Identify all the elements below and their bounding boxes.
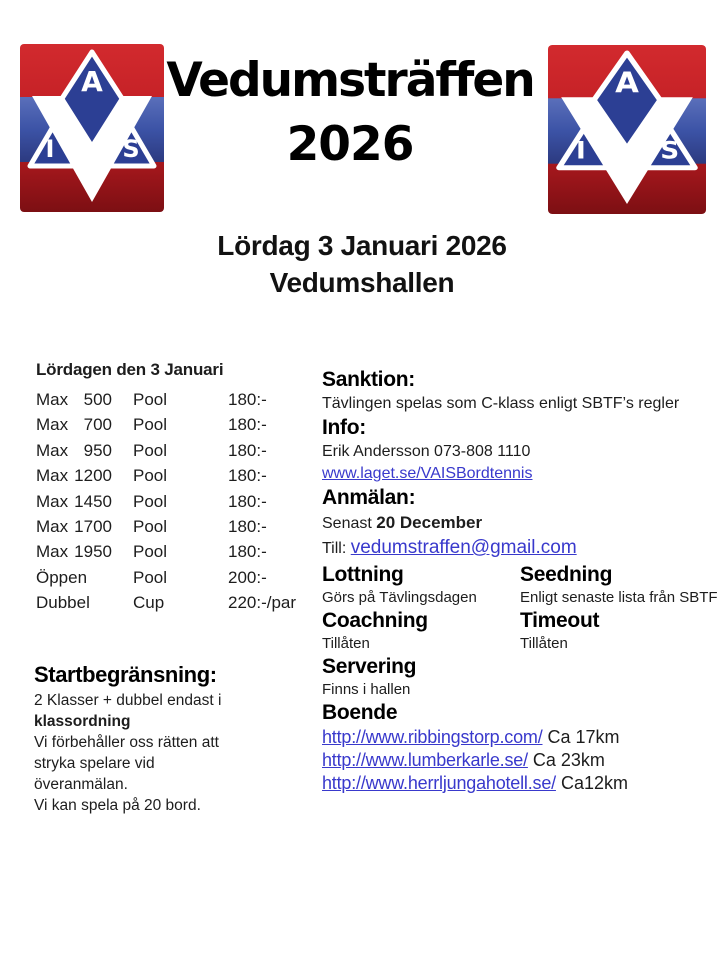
herrljungahotell-link[interactable]: http://www.herrljungahotell.se/	[322, 773, 556, 793]
logo-letter-a: A	[615, 66, 639, 99]
class-name: Max	[36, 390, 69, 409]
class-price: 180:-	[228, 542, 267, 562]
table-row	[36, 539, 321, 564]
class-price: 180:-	[228, 466, 267, 486]
vais-logo	[548, 45, 706, 214]
coachning-title: Coachning	[322, 609, 428, 632]
page-title	[163, 52, 537, 174]
class-form: Pool	[133, 415, 168, 435]
class-rating: 1200	[74, 466, 112, 486]
class-price: 180:-	[228, 390, 267, 409]
email-link[interactable]: vedumstraffen@gmail.com	[350, 537, 577, 558]
seedning-body: Enligt senaste lista från SBTF	[520, 589, 718, 606]
start-limit-section	[34, 660, 326, 816]
start-limit-line: 2 Klasser + dubbel endast i	[34, 692, 222, 709]
class-price: 180:-	[228, 415, 267, 435]
class-name: Max	[36, 491, 69, 511]
table-row	[36, 489, 321, 514]
table-row	[36, 438, 321, 463]
table-row	[36, 412, 321, 437]
class-rating: 950	[83, 440, 112, 460]
grid-spacer	[520, 680, 718, 700]
class-name: Max	[36, 542, 69, 562]
anmalan-email-line	[322, 535, 714, 562]
table-row	[36, 590, 321, 615]
details-grid	[322, 562, 718, 700]
logo-letter-i: I	[45, 135, 55, 163]
email-label: Till:	[322, 540, 351, 557]
lottning-body: Görs på Tävlingsdagen	[322, 589, 477, 606]
logo-letter-a: A	[81, 65, 103, 98]
grid-spacer	[520, 654, 718, 680]
event-venue: Vedumshallen	[269, 267, 455, 298]
schedule-header: Lördagen den 3 Januari	[36, 360, 224, 379]
timeout-title: Timeout	[520, 609, 600, 632]
class-price: 180:-	[228, 517, 267, 537]
class-rating: 1700	[74, 517, 112, 537]
class-form: Cup	[133, 593, 165, 613]
title-line-2: 2026	[286, 117, 414, 172]
ribbingstorp-link[interactable]: http://www.ribbingstorp.com/	[322, 727, 543, 747]
class-form: Pool	[133, 517, 168, 537]
boende-title: Boende	[322, 701, 398, 724]
seedning-title: Seedning	[520, 563, 613, 586]
class-price: 180:-	[228, 491, 267, 511]
info-column	[322, 367, 718, 795]
class-form: Pool	[133, 440, 168, 460]
class-rating: 1950	[74, 542, 112, 562]
accommodation-row	[322, 772, 714, 795]
start-limit-line-bold: klassordning	[34, 713, 131, 730]
table-row	[36, 387, 321, 412]
class-form: Pool	[133, 491, 168, 511]
class-form: Pool	[133, 390, 168, 409]
class-name: Max	[36, 415, 69, 435]
laget-se-link[interactable]: www.laget.se/VAISBordtennis	[322, 465, 533, 482]
start-limit-line: Vi kan spela på 20 bord.	[34, 797, 201, 814]
anmalan-deadline-line	[322, 511, 714, 535]
class-form: Pool	[133, 542, 168, 562]
logo-letter-i: I	[576, 136, 586, 165]
class-form: Pool	[133, 466, 168, 486]
accommodation-row	[322, 749, 714, 772]
logo-letter-s: S	[660, 136, 680, 165]
start-limit-line: överanmälan.	[34, 776, 128, 793]
timeout-body: Tillåten	[520, 635, 568, 652]
deadline-label: Senast	[322, 515, 377, 532]
title-line-1: Vedumsträffen	[166, 53, 534, 108]
servering-title: Servering	[322, 655, 417, 678]
table-row	[36, 514, 321, 539]
class-price: 220:-/par	[228, 593, 297, 613]
class-price: 200:-	[228, 567, 267, 587]
logo-letter-s: S	[122, 135, 140, 163]
class-rating: 1450	[74, 491, 112, 511]
event-date: Lördag 3 Januari 2026	[217, 230, 507, 261]
anmalan-title: Anmälan:	[322, 486, 416, 509]
start-limit-title: Startbegränsning:	[34, 662, 217, 687]
table-row	[36, 463, 321, 488]
info-title: Info:	[322, 416, 366, 439]
class-name: Max	[36, 466, 69, 486]
class-name: Max	[36, 440, 69, 460]
class-form: Pool	[133, 567, 168, 587]
class-price: 180:-	[228, 440, 267, 460]
class-schedule	[36, 359, 321, 616]
event-date-block	[0, 227, 720, 301]
vais-club-logo-right	[548, 45, 706, 214]
lottning-title: Lottning	[322, 563, 404, 586]
class-rating: 500	[83, 390, 112, 409]
deadline-value: 20 December	[376, 513, 483, 532]
start-limit-line: Vi förbehåller oss rätten att	[34, 734, 219, 751]
class-name: Max	[36, 517, 69, 537]
info-contact: Erik Andersson 073-808 1110	[322, 443, 531, 460]
class-name: Öppen	[36, 567, 88, 587]
vais-club-logo-left	[20, 44, 164, 212]
class-rating: 700	[83, 415, 112, 435]
start-limit-line: stryka spelare vid	[34, 755, 155, 772]
sanktion-title: Sanktion:	[322, 368, 415, 391]
vais-logo	[20, 44, 164, 212]
sanktion-body: Tävlingen spelas som C-klass enligt SBTF’s regler	[322, 395, 680, 412]
distance-note: Ca 23km	[527, 750, 605, 770]
accommodation-row	[322, 726, 714, 749]
distance-note: Ca12km	[555, 773, 628, 793]
distance-note: Ca 17km	[542, 727, 620, 747]
coachning-body: Tillåten	[322, 635, 370, 652]
servering-body: Finns i hallen	[322, 681, 411, 698]
lumberkarle-link[interactable]: http://www.lumberkarle.se/	[322, 750, 528, 770]
class-name: Dubbel	[36, 593, 90, 613]
table-row	[36, 565, 321, 590]
